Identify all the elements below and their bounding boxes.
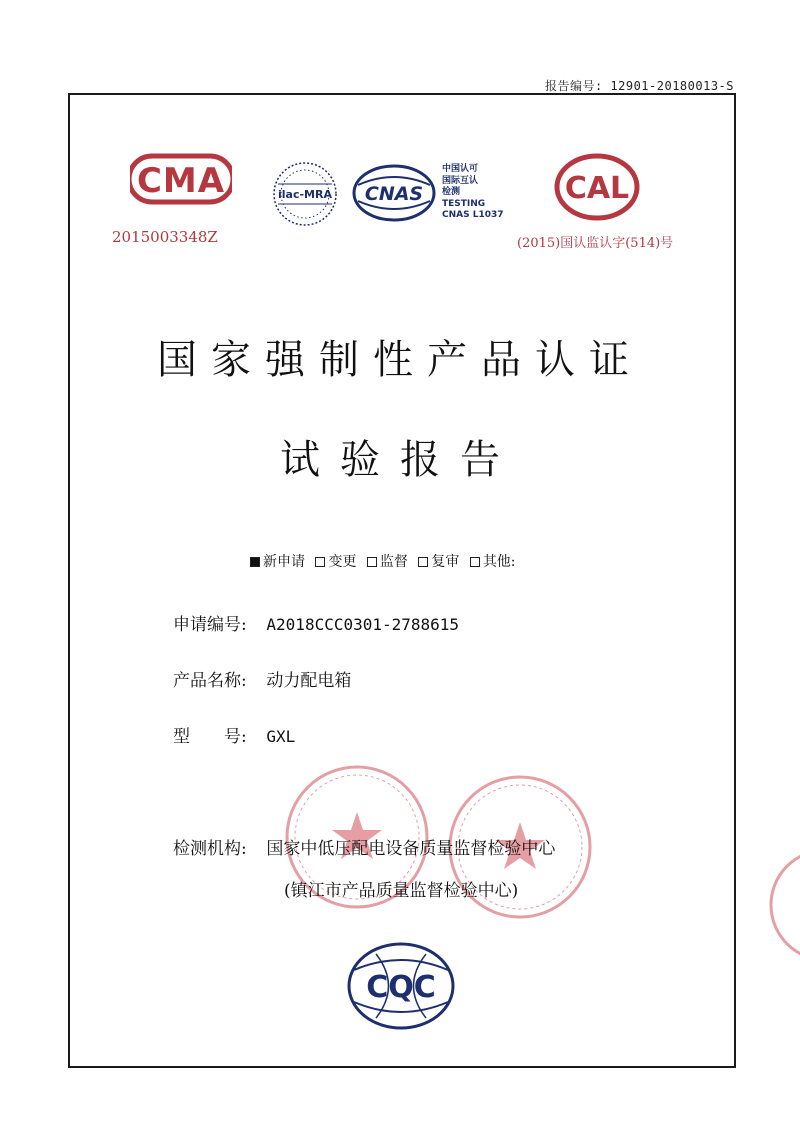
ilac-mra-logo-icon (268, 160, 342, 228)
option-other[interactable] (470, 554, 516, 570)
option-label: 监督 (379, 554, 408, 570)
application-type-options (250, 551, 522, 571)
testing-lab-alias: (镇江市产品质量监督检验中心) (284, 881, 519, 901)
cnas-line: 国际互认 (442, 175, 479, 186)
option-label: 复审 (431, 554, 460, 570)
checkbox-icon (418, 557, 428, 567)
cnas-logo-icon (352, 163, 436, 223)
checkbox-icon (315, 557, 325, 567)
product-name-row (173, 666, 351, 691)
cnas-accreditation-text (442, 164, 504, 222)
option-label: 变更 (328, 554, 357, 570)
option-change[interactable] (315, 554, 356, 570)
application-number-row (173, 610, 459, 635)
cqc-logo-icon (346, 940, 456, 1032)
product-name-label: 产品名称: (173, 671, 247, 691)
model-value: GXL (266, 727, 296, 746)
cnas-line: 中国认可 (442, 164, 479, 174)
page-title: 国家强制性产品认证 (157, 337, 643, 383)
ilac-mark-text: ilac-MRA (278, 188, 332, 201)
model-label: 型 号: (173, 727, 247, 747)
testing-lab-value: 国家中低压配电设备质量监督检验中心 (266, 839, 556, 859)
cma-mark-text: CMA (136, 161, 226, 201)
option-new-application[interactable] (250, 554, 305, 570)
checkbox-icon (470, 557, 480, 567)
option-label: 新申请 (263, 554, 305, 570)
checkbox-checked-icon (250, 557, 260, 567)
application-number-value: A2018CCC0301-2788615 (266, 615, 460, 634)
model-row (173, 722, 295, 747)
cma-logo-icon (130, 150, 232, 208)
option-supervision[interactable] (367, 554, 408, 570)
page-subtitle: 试验报告 (280, 437, 520, 483)
cma-code: 2015003348Z (112, 228, 218, 246)
cal-logo-icon (552, 152, 642, 222)
application-number-label: 申请编号: (173, 615, 247, 635)
cnas-line: 检测 (442, 187, 461, 197)
testing-lab-row (173, 834, 555, 859)
product-name-value: 动力配电箱 (266, 671, 352, 691)
cnas-line: TESTING (442, 198, 486, 209)
partial-seal-icon (766, 845, 800, 965)
cal-mark-text: CAL (564, 171, 630, 206)
option-review[interactable] (418, 554, 459, 570)
cnas-mark-text: CNAS (364, 183, 424, 205)
cnas-line: CNAS L1037 (442, 210, 504, 220)
testing-lab-label: 检测机构: (173, 839, 247, 859)
cal-code: (2015)国认监认字(514)号 (517, 236, 674, 251)
cqc-mark-text: CQC (366, 970, 436, 1005)
checkbox-icon (367, 557, 377, 567)
report-number: 报告编号: 12901-20180013-S (544, 79, 734, 93)
option-label: 其他: (482, 554, 516, 570)
